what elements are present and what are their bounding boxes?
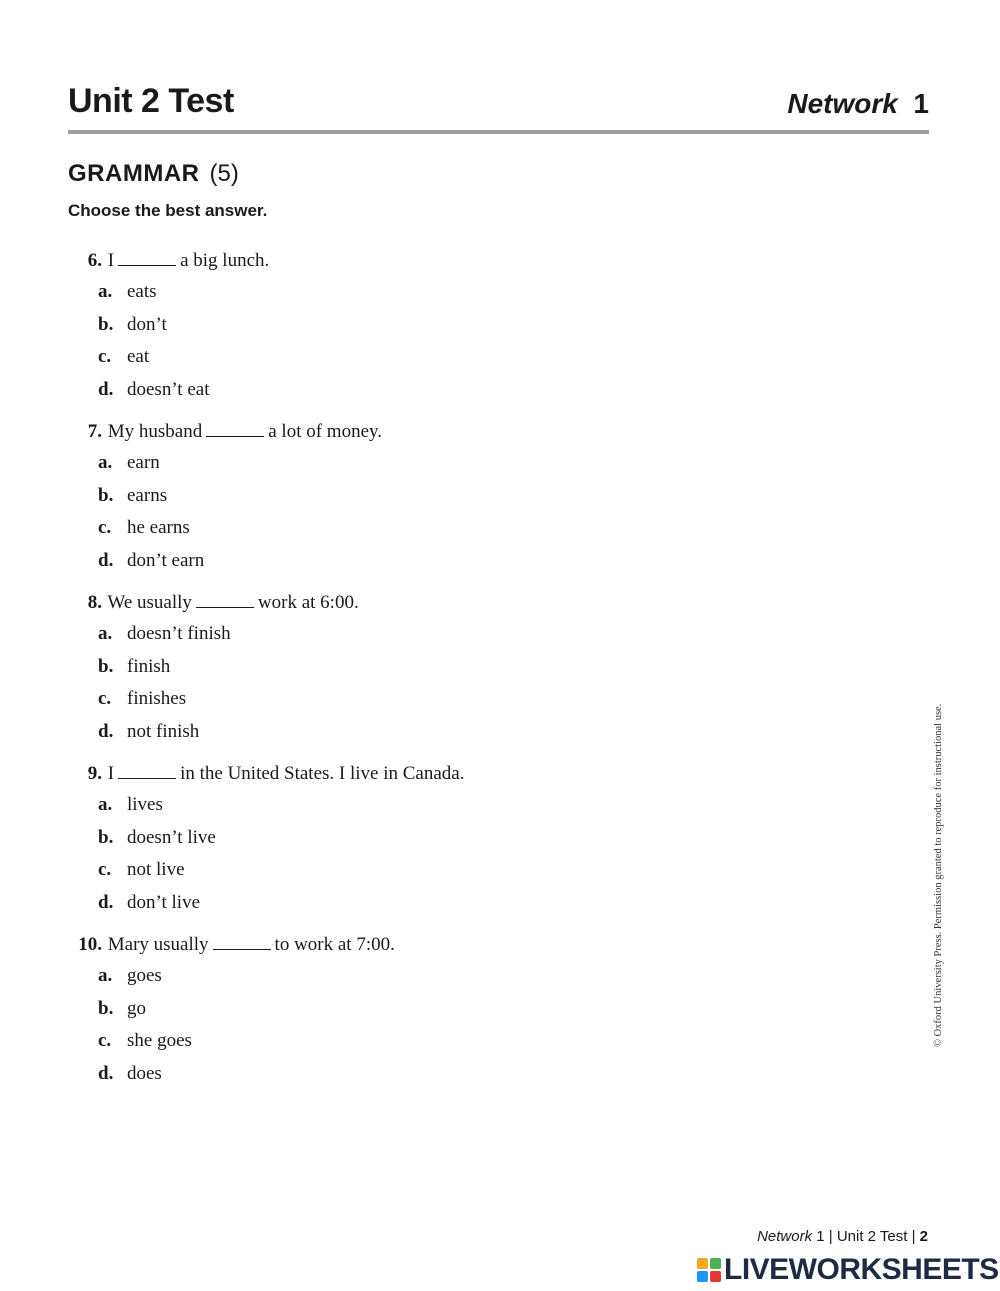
answer-blank[interactable]: [118, 764, 176, 779]
answer-option[interactable]: [68, 276, 888, 309]
question-list: [68, 246, 888, 1101]
logo-square: [710, 1258, 721, 1269]
option-letter: c.: [98, 688, 112, 709]
copyright-notice: © Oxford University Press. Permission granted to reproduce for instructional use.: [933, 703, 944, 1047]
instructions: Choose the best answer.: [68, 201, 268, 220]
answer-option[interactable]: [68, 887, 888, 920]
question-text-after: to work at 7:00.: [274, 934, 395, 955]
option-letter: b.: [98, 826, 114, 848]
answer-option[interactable]: [68, 651, 888, 684]
option-text: finishes: [127, 688, 187, 709]
option-text: don’t: [127, 313, 167, 335]
option-letter: b.: [98, 313, 114, 335]
answer-option[interactable]: [68, 683, 888, 716]
logo-square: [697, 1258, 708, 1269]
question-text-after: a big lunch.: [180, 250, 270, 271]
option-text: she goes: [127, 1030, 192, 1051]
book-level: 1: [913, 88, 929, 119]
question-item: [68, 246, 888, 406]
answer-option[interactable]: [68, 512, 888, 545]
question-text-after: work at 6:00.: [257, 592, 359, 613]
option-text: doesn’t live: [127, 826, 216, 848]
page-number: 2: [919, 1228, 928, 1245]
answer-option[interactable]: [68, 993, 888, 1026]
option-letter: b.: [98, 655, 114, 677]
option-text: goes: [127, 965, 162, 986]
answer-option[interactable]: [68, 309, 888, 342]
option-text: doesn’t finish: [127, 623, 231, 644]
answer-option[interactable]: [68, 447, 888, 480]
footer-book-name: Network: [757, 1228, 813, 1245]
option-letter: c.: [98, 346, 112, 367]
option-text: not finish: [127, 720, 200, 742]
header-divider: [68, 130, 929, 134]
question-text-before: We usually: [107, 592, 192, 613]
answer-blank[interactable]: [213, 935, 271, 950]
option-text: don’t live: [127, 891, 201, 913]
question-number: 7.: [87, 421, 102, 442]
section-name: GRAMMAR: [68, 160, 200, 187]
footer-unit: 1 | Unit 2 Test |: [812, 1228, 920, 1245]
option-letter: c.: [98, 517, 112, 538]
answer-option[interactable]: [68, 716, 888, 749]
option-letter: a.: [98, 452, 113, 473]
question-item: [68, 417, 888, 577]
brand-name: LIVEWORKSHEETS: [724, 1253, 999, 1286]
question-number: 6.: [87, 250, 102, 271]
option-text: eat: [127, 346, 150, 367]
page-header: [68, 82, 929, 136]
answer-option[interactable]: [68, 374, 888, 407]
option-text: don’t earn: [127, 549, 205, 571]
answer-option[interactable]: [68, 854, 888, 887]
question-stem: [68, 246, 888, 276]
answer-option[interactable]: [68, 789, 888, 822]
page-footer: [757, 1228, 928, 1245]
question-text-after: a lot of money.: [268, 421, 383, 442]
answer-option[interactable]: [68, 1058, 888, 1091]
option-text: does: [127, 1062, 162, 1084]
option-letter: d.: [98, 720, 114, 742]
logo-square: [697, 1271, 708, 1282]
question-text-after: in the United States. I live in Canada.: [180, 763, 465, 784]
question-text-before: My husband: [107, 421, 203, 442]
answer-option[interactable]: [68, 618, 888, 651]
option-text: doesn’t eat: [127, 378, 210, 400]
option-letter: d.: [98, 1062, 114, 1084]
option-text: he earns: [127, 517, 190, 538]
question-item: [68, 930, 888, 1090]
question-text-before: I: [107, 250, 115, 271]
option-text: earns: [127, 484, 168, 506]
option-letter: a.: [98, 623, 113, 644]
book-name: Network: [787, 88, 898, 119]
question-number: 8.: [87, 592, 102, 613]
answer-blank[interactable]: [196, 593, 254, 608]
option-text: lives: [127, 794, 163, 815]
option-letter: a.: [98, 965, 113, 986]
option-letter: c.: [98, 1030, 112, 1051]
option-text: eats: [127, 281, 157, 302]
question-item: [68, 588, 888, 748]
option-letter: b.: [98, 484, 114, 506]
liveworksheets-logo[interactable]: [697, 1253, 999, 1287]
book-title: [787, 88, 929, 120]
answer-option[interactable]: [68, 480, 888, 513]
question-number: 10.: [78, 934, 102, 955]
option-letter: b.: [98, 997, 114, 1019]
question-item: [68, 759, 888, 919]
question-number: 9.: [87, 763, 102, 784]
question-stem: [68, 759, 888, 789]
answer-option[interactable]: [68, 822, 888, 855]
option-text: earn: [127, 452, 160, 473]
question-stem: [68, 930, 888, 960]
answer-blank[interactable]: [118, 251, 176, 266]
option-letter: a.: [98, 794, 113, 815]
option-text: finish: [127, 655, 171, 677]
logo-square: [710, 1271, 721, 1282]
option-letter: d.: [98, 378, 114, 400]
option-letter: d.: [98, 891, 114, 913]
option-text: go: [127, 997, 146, 1019]
option-letter: c.: [98, 859, 112, 880]
answer-option[interactable]: [68, 545, 888, 578]
question-text-before: I: [107, 763, 115, 784]
question-stem: [68, 417, 888, 447]
option-text: not live: [127, 859, 185, 880]
section-points: (5): [209, 160, 239, 187]
question-text-before: Mary usually: [107, 934, 209, 955]
answer-blank[interactable]: [206, 422, 264, 437]
answer-option[interactable]: [68, 341, 888, 374]
logo-mark-icon: [697, 1258, 721, 1282]
section-heading: [68, 160, 239, 188]
option-letter: a.: [98, 281, 113, 302]
answer-option[interactable]: [68, 960, 888, 993]
option-letter: d.: [98, 549, 114, 571]
answer-option[interactable]: [68, 1025, 888, 1058]
question-stem: [68, 588, 888, 618]
unit-title: Unit 2 Test: [68, 82, 234, 120]
